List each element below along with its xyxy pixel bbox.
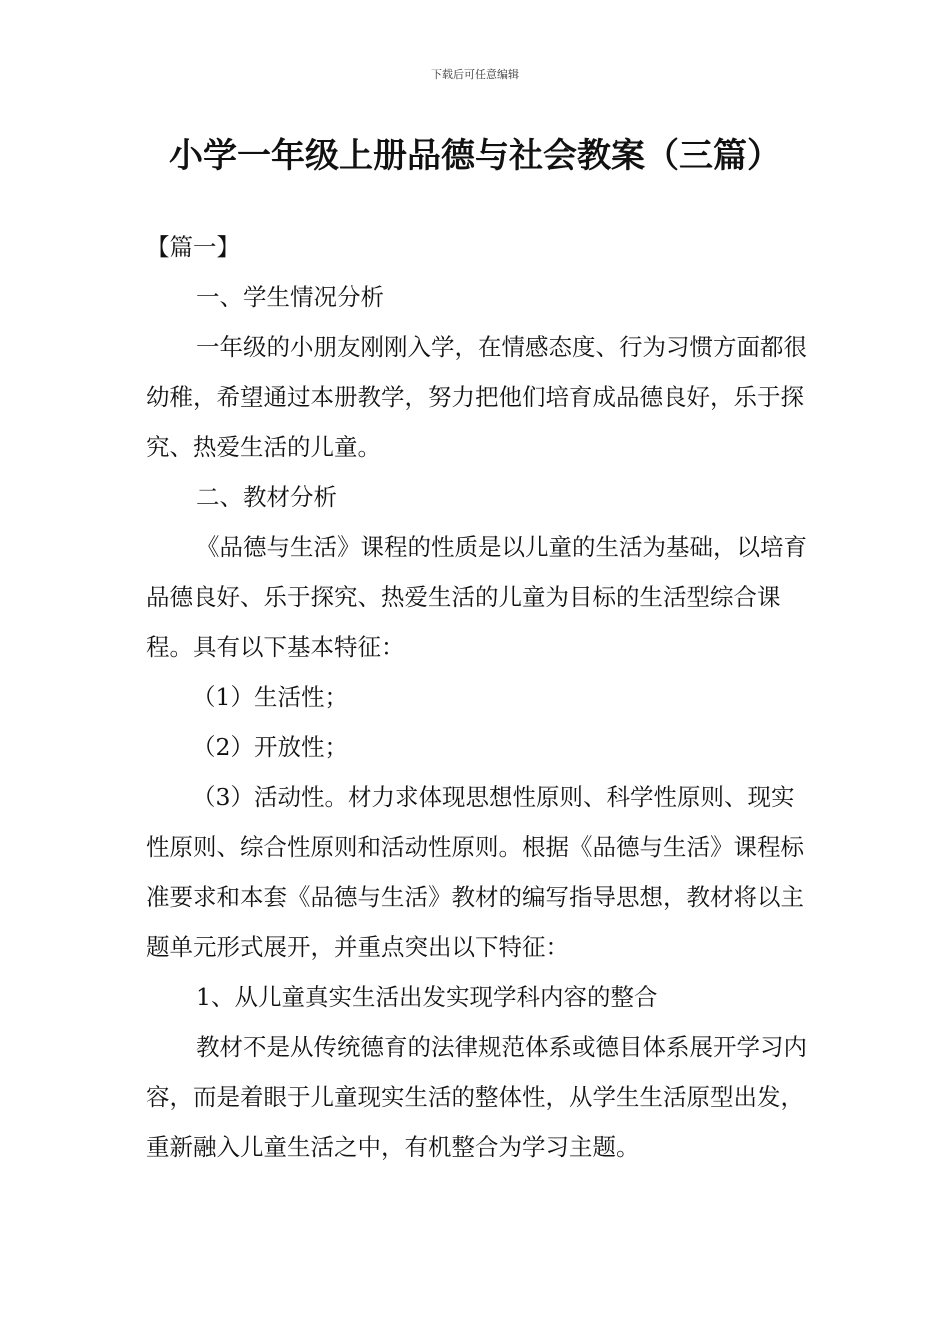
- document-title: 小学一年级上册品德与社会教案（三篇）: [169, 136, 781, 176]
- section-label: 【篇一】: [146, 233, 240, 261]
- list-item-3: （3）活动性。材力求体现思想性原则、科学性原则、现实性原则、综合性原则和活动性原则。根据《品德与生活》课程标准要求和本套《品德与生活》教材的编写指导思想，教材将以主题单元形式展开，并重点突出以下特征：: [146, 783, 804, 961]
- subheading-student-analysis: 一、学生情况分析: [196, 283, 384, 311]
- subheading-feature-1: 1、从儿童真实生活出发实现学科内容的整合: [196, 983, 658, 1011]
- paragraph-course-nature: 《品德与生活》课程的性质是以儿童的生活为基础，以培育品德良好、乐于探究、热爱生活的儿童为目标的生活型综合课程。具有以下基本特征：: [146, 533, 807, 661]
- list-item-2: （2）开放性；: [192, 733, 348, 761]
- header-note: 下载后可任意编辑: [431, 68, 519, 81]
- subheading-textbook-analysis: 二、教材分析: [196, 483, 337, 511]
- list-item-1: （1）生活性；: [192, 683, 348, 711]
- paragraph-student-analysis: 一年级的小朋友刚刚入学，在情感态度、行为习惯方面都很幼稚，希望通过本册教学，努力把他们培育成品德良好，乐于探究、热爱生活的儿童。: [146, 333, 807, 461]
- document-body: [146, 222, 810, 1172]
- paragraph-feature-1: 教材不是从传统德育的法律规范体系或德目体系展开学习内容，而是着眼于儿童现实生活的整体性，从学生生活原型出发，重新融入儿童生活之中，有机整合为学习主题。: [146, 1033, 807, 1161]
